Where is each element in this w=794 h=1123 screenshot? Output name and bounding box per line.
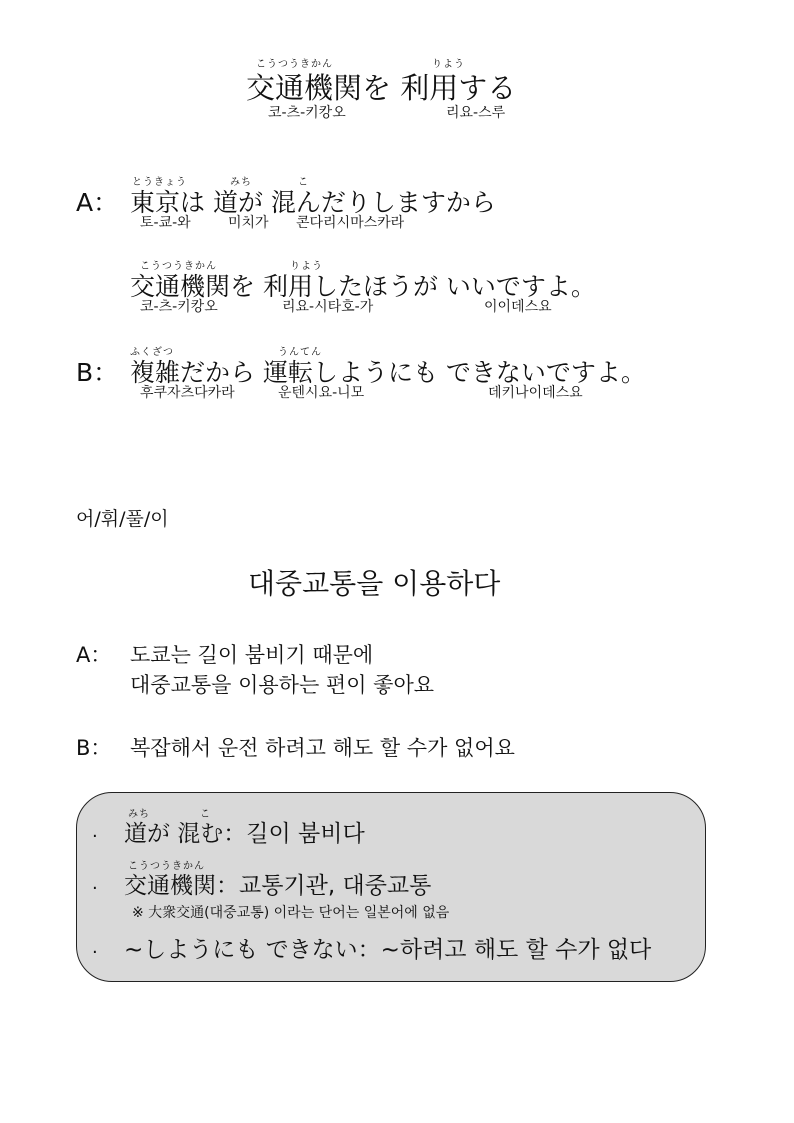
speaker-a: A： [76, 188, 119, 217]
a1-furigana-1: とうきょう [132, 177, 187, 188]
a1-furigana-2: みち [230, 177, 252, 188]
a2-reading-2: 리요-시타호-가 [282, 299, 374, 315]
dialogue-b1-text: 複雑だから 運転しようにも できないですよ。 [130, 358, 646, 387]
note-3-text: ~しようにも できない：~하려고 해도 할 수가 없다 [124, 937, 652, 963]
a1-reading-3: 콘다리시마스카라 [296, 215, 405, 231]
title-reading-1: 코-츠-키캉오 [268, 105, 346, 121]
translation-speaker-a: A： [76, 643, 112, 667]
translation-b-line1: 복잡해서 운전 하려고 해도 할 수가 없어요 [130, 736, 515, 760]
b1-furigana-1: ふくざつ [130, 347, 174, 358]
a1-reading-1: 토-쿄-와 [140, 215, 191, 231]
title-furigana-2: りよう [432, 59, 465, 70]
note-2-text: 交通機関：교통기관, 대중교통 [124, 873, 432, 899]
note-2-remark: ※ 大衆交通(대중교통) 이라는 단어는 일본어에 없음 [132, 905, 450, 921]
note-1-text: 道が 混む：길이 붐비다 [124, 821, 365, 847]
bullet-2: · [92, 878, 98, 899]
b1-reading-1: 후쿠자츠다카라 [140, 385, 235, 401]
translation-a-line1: 도쿄는 길이 붐비기 때문에 [130, 643, 374, 667]
note2-furigana: こうつうきかん [128, 861, 205, 872]
b1-reading-2: 운텐시요-니모 [278, 385, 365, 401]
bullet-3: · [92, 942, 98, 963]
a2-reading-1: 코-츠-키캉오 [140, 299, 218, 315]
speaker-b: B： [76, 358, 119, 387]
dialogue-a2-text: 交通機関を 利用したほうが いいですよ。 [130, 272, 596, 301]
bullet-1: · [92, 826, 98, 847]
a2-furigana-1: こうつうきかん [140, 261, 217, 272]
dialogue-a1-text: 東京は 道が 混んだりしますから [130, 188, 496, 217]
translation-a-line2: 대중교통을 이용하는 편이 좋아요 [130, 673, 435, 697]
title-reading-2: 리요-스루 [446, 105, 506, 121]
a2-reading-3: 이이데스요 [484, 299, 552, 315]
a2-furigana-2: りよう [290, 261, 323, 272]
note1-furigana-1: みち [128, 809, 150, 820]
title-furigana-1: こうつうきかん [256, 59, 333, 70]
b1-reading-3: 데키나이데스요 [488, 385, 583, 401]
note1-furigana-2: こ [200, 809, 211, 820]
b1-furigana-2: うんてん [278, 347, 322, 358]
page-title: 交通機関を 利用する [246, 71, 517, 105]
translation-speaker-b: B： [76, 736, 112, 760]
translation-title: 대중교통을 이용하다 [248, 567, 501, 600]
a1-furigana-3: こ [298, 177, 309, 188]
a1-reading-2: 미치가 [228, 215, 269, 231]
vocab-header: 어/휘/풀/이 [76, 508, 169, 530]
